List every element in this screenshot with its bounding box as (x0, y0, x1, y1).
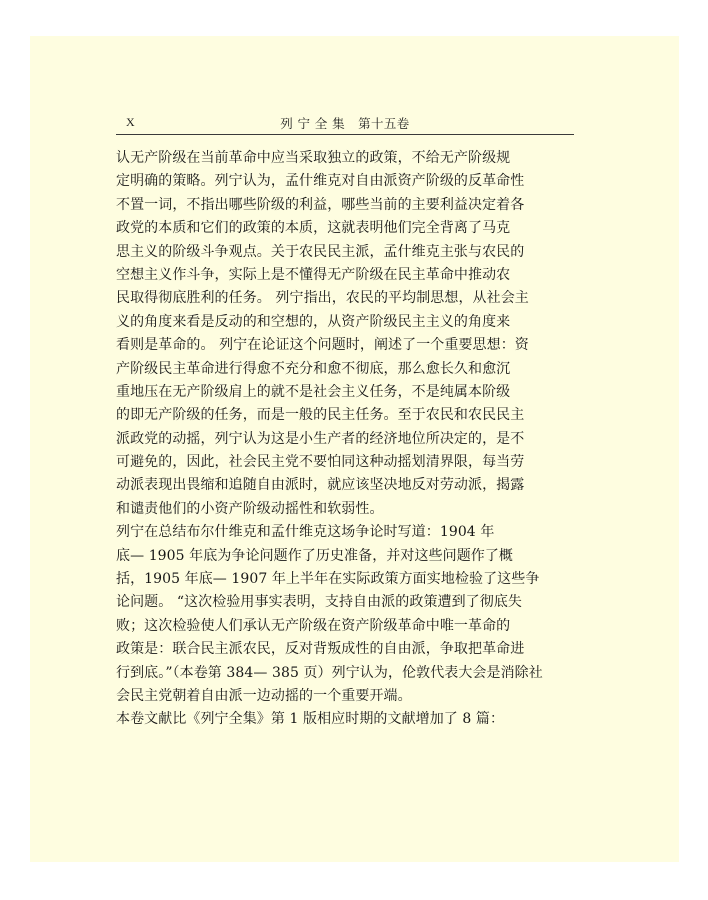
body-text (116, 147, 578, 732)
text-line: 可避免的，因此，社会民主党不要怕同这种动摇划清界限，每当劳 (116, 454, 525, 471)
text-line: 产阶级民主革命进行得愈不充分和愈不彻底，那么愈长久和愈沉 (116, 360, 511, 377)
text-line: 行到底。”（本卷第 384— 385 页）列宁认为，伦敦代表大会是消除社 (116, 664, 543, 681)
text-line: 会民主党朝着自由派一边动摇的一个重要开端。 (116, 687, 412, 704)
text-line: 括，1905 年底— 1907 年上半年在实际政策方面实地检验了这些争 (116, 571, 540, 588)
text-line: 看则是革命的。 列宁在论证这个问题时，阐述了一个重要思想：资 (116, 337, 529, 354)
text-line: 思主义的阶级斗争观点。关于农民民主派，孟什维克主张与农民的 (116, 243, 525, 260)
running-head (116, 114, 574, 135)
text-line: 空想主义作斗争，实际上是不懂得无产阶级在民主革命中推动农 (116, 266, 511, 283)
text-line: 论问题。 “这次检验用事实表明，支持自由派的政策遭到了彻底失 (116, 594, 523, 611)
text-line: 认无产阶级在当前革命中应当采取独立的政策，不给无产阶级规 (116, 150, 511, 166)
text-line: 派政党的动摇，列宁认为这是小生产者的经济地位所决定的，是不 (116, 430, 525, 447)
text-line: 不置一词，不指出哪些阶级的利益，哪些当前的主要利益决定着各 (116, 196, 525, 213)
page-folio: X (126, 115, 135, 129)
text-line: 的即无产阶级的任务，而是一般的民主任务。至于农民和农民民主 (116, 407, 525, 424)
text-line: 败；这次检验使人们承认无产阶级在资产阶级革命中唯一革命的 (116, 617, 511, 634)
text-line: 义的角度来看是反动的和空想的，从资产阶级民主主义的角度来 (116, 313, 511, 330)
text-line: 定明确的策略。列宁认为，孟什维克对自由派资产阶级的反革命性 (116, 173, 525, 190)
text-line: 本卷文献比《列宁全集》第 1 版相应时期的文献增加了 8 篇： (116, 711, 505, 728)
text-line: 政策是：联合民主派农民，反对背叛成性的自由派，争取把革命进 (116, 641, 525, 658)
text-line: 和谴责他们的小资产阶级动摇性和软弱性。 (116, 500, 384, 517)
text-line: 政党的本质和它们的政策的本质，这就表明他们完全背离了马克 (116, 220, 511, 237)
text-line: 列宁在总结布尔什维克和孟什维克这场争论时写道：1904 年 (116, 524, 495, 541)
text-line: 民取得彻底胜利的任务。 列宁指出，农民的平均制思想，从社会主 (116, 290, 529, 307)
text-line: 重地压在无产阶级肩上的就不是社会主义任务，不是纯属本阶级 (116, 383, 511, 400)
text-line: 动派表现出畏缩和追随自由派时，就应该坚决地反对劳动派，揭露 (116, 477, 525, 494)
running-title: 列 宁 全 集 第十五卷 (280, 116, 410, 131)
text-line: 底— 1905 年底为争论问题作了历史准备，并对这些问题作了概 (116, 547, 514, 564)
